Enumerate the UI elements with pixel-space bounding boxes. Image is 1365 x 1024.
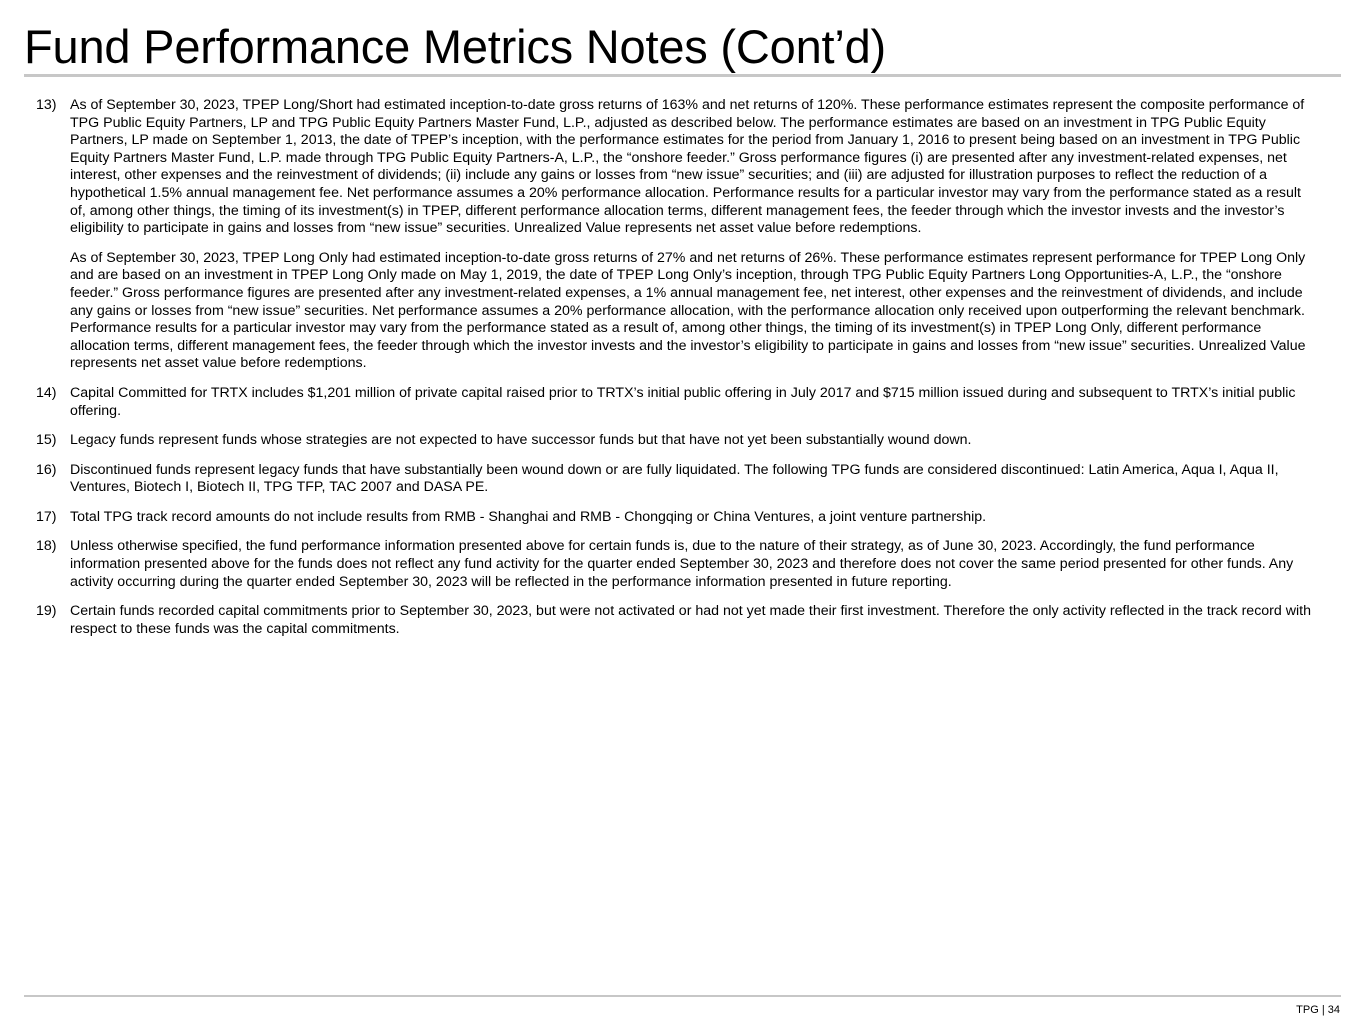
note-number: 17) [36,508,57,525]
note-body [70,385,1320,420]
note-number: 19) [36,603,57,620]
note-body [70,509,1320,527]
note-paragraph: As of September 30, 2023, TPEP Long/Short had estimated inception-to-date gross returns of 163% and net returns of 120%. These performance estimates represent the composite performance of TPG Public Equity Partners, LP and TPG Public Equity Partners Master Fund, L.P., adjusted as described below. The performance estimates are based on an investment in TPG Public Equity Partners, LP made on September 1, 2013, the date of TPEP’s inception, with the performance estimates for the period from January 1, 2016 to present being based on an investment in TPG Public Equity Partners Master Fund, L.P. made through TPG Public Equity Partners-A, L.P., the “onshore feeder.” Gross performance figures (i) are presented after any investment-related expenses, net interest, other expenses and the reinvestment of dividends; (ii) include any gains or losses from “new issue” securities; and (iii) are adjusted for illustration purposes to reflect the reduction of a hypothetical 1.5% annual management fee. Net performance assumes a 20% performance allocation. Performance results for a particular investor may vary from the performance stated as a result of, among other things, the timing of its investment(s) in TPEP, different performance allocation terms, different management fees, the feeder through which the investor invests and the investor’s eligibility to participate in gains and losses from “new issue” securities. Unrealized Value represents net asset value before redemptions. [70,97,1305,237]
footer-separator: | [1321,1004,1325,1016]
note-body [70,432,1320,450]
note-13 [36,97,1320,373]
note-17 [36,509,1320,527]
page-number: 34 [1327,1004,1340,1016]
note-15 [36,432,1320,450]
note-number: 13) [36,97,57,113]
note-paragraph: Total TPG track record amounts do not include results from RMB - Shanghai and RMB - Chongqing or China Ventures, a joint venture partnership. [70,508,987,525]
footer-divider [24,995,1341,997]
note-body [70,97,1320,373]
title-divider [24,74,1341,77]
notes-list [36,97,1320,650]
note-16 [36,462,1320,497]
note-paragraph: Certain funds recorded capital commitments prior to September 30, 2023, but were not activated or had not yet made their first investment. Therefore the only activity reflected in the track record with respect to these funds was the capital commitments. [70,603,1311,637]
note-paragraph: Discontinued funds represent legacy funds that have substantially been wound down or are fully liquidated. The following TPG funds are considered discontinued: Latin America, Aqua I, Aqua II, Ventures, Biotech I, Biotech II, TPG TFP, TAC 2007 and DASA PE. [70,461,1279,496]
footer-brand: TPG [1296,1004,1319,1016]
note-number: 18) [36,538,57,555]
note-paragraph: Legacy funds represent funds whose strategies are not expected to have successor funds but that have not yet been substantially wound down. [70,432,972,449]
note-number: 14) [36,384,57,401]
note-14 [36,385,1320,420]
note-number: 15) [36,432,57,449]
note-body [70,538,1320,591]
page-title: Fund Performance Metrics Notes (Cont’d) [24,20,886,73]
note-paragraph: As of September 30, 2023, TPEP Long Only had estimated inception-to-date gross returns of 27% and net returns of 26%. These performance estimates represent performance for TPEP Long Only and are based on an investment in TPEP Long Only made on May 1, 2019, the date of TPEP Long Only’s inception, through TPG Public Equity Partners Long Opportunities-A, L.P., the “onshore feeder.” Gross performance figures are presented after any investment-related expenses, a 1% annual management fee, net interest, other expenses and the reinvestment of dividends, and include any gains or losses from “new issue” securities. Net performance assumes a 20% performance allocation, with the performance allocation only received upon outperforming the relevant benchmark. Performance results for a particular investor may vary from the performance stated as a result of, among other things, the timing of its investment(s) in TPEP Long Only, different performance allocation terms, different management fees, the feeder through which the investor invests and the investor’s eligibility to participate in gains and losses from “new issue” securities. Unrealized Value represents net asset value before redemptions. [70,249,1306,372]
note-19 [36,603,1320,638]
note-paragraph: Capital Committed for TRTX includes $1,201 million of private capital raised prior to TRTX’s initial public offering in July 2017 and $715 million issued during and subsequent to TRTX’s initial public offering. [70,384,1296,419]
page-footer [1296,1004,1340,1017]
note-body [70,603,1320,638]
note-number: 16) [36,461,57,478]
note-body [70,462,1320,497]
note-paragraph: Unless otherwise specified, the fund performance information presented above for certain funds is, due to the nature of their strategy, as of June 30, 2023. Accordingly, the fund performance information presented above for the funds does not reflect any fund activity for the quarter ended September 30, 2023 and therefore does not cover the same period presented for other funds. Any activity occurring during the quarter ended September 30, 2023 will be reflected in the performance information presented in future reporting. [70,538,1294,590]
note-18 [36,538,1320,591]
